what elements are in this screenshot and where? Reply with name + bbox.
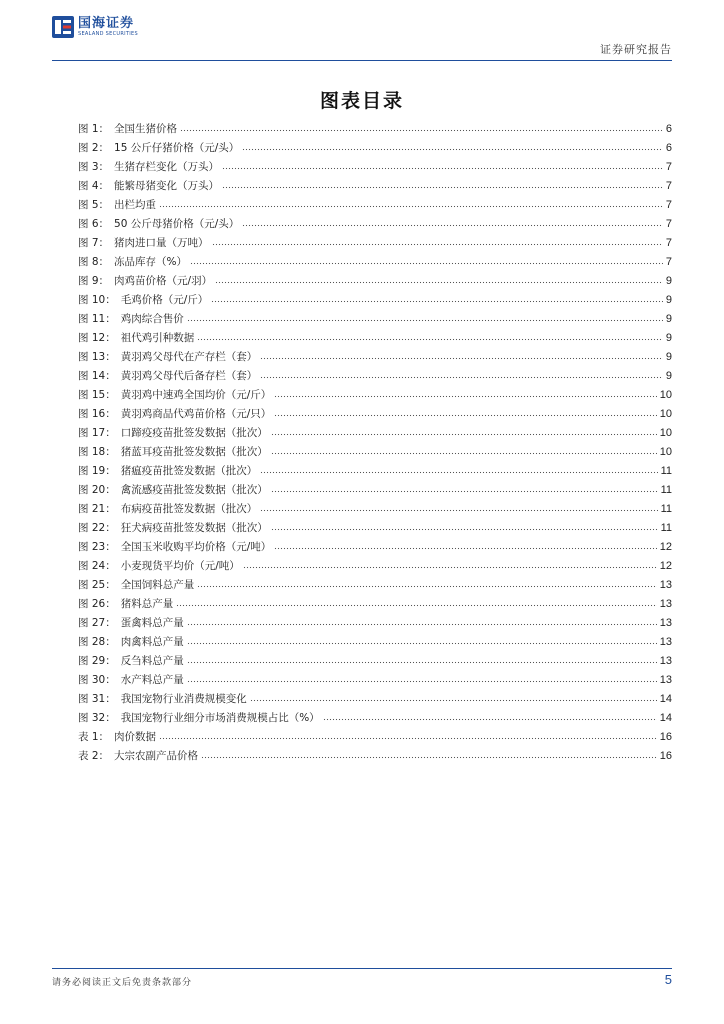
toc-entry-label: 图 23： <box>78 541 116 553</box>
toc-entry-label: 图 15： <box>78 389 116 401</box>
toc-entry-page: 9 <box>665 275 672 287</box>
toc-dot-leader <box>243 561 657 569</box>
toc-entry-label: 图 32： <box>78 712 116 724</box>
toc-entry-title: 水产料总产量 <box>120 674 184 686</box>
toc-dot-leader <box>190 257 663 265</box>
toc-entry-title: 黄羽鸡商品代鸡苗价格（元/只） <box>120 408 272 420</box>
toc-entry[interactable] <box>78 311 672 330</box>
toc-entry-page: 7 <box>665 180 672 192</box>
toc-entry-label: 图 25： <box>78 579 116 591</box>
report-type: 证券研究报告 <box>600 43 672 56</box>
toc-entry-page: 7 <box>665 237 672 249</box>
toc-entry-title: 全国玉米收购平均价格（元/吨） <box>120 541 272 553</box>
toc-entry-label: 图 29： <box>78 655 116 667</box>
toc-entry[interactable] <box>78 216 672 235</box>
company-logo <box>52 16 138 38</box>
toc-entry[interactable] <box>78 710 672 729</box>
toc-entry-title: 15 公斤仔猪价格（元/头） <box>114 142 240 154</box>
toc-dot-leader <box>271 428 657 436</box>
toc-entry-title: 祖代鸡引种数据 <box>120 332 195 344</box>
toc-entry-title: 生猪存栏变化（万头） <box>114 161 220 173</box>
toc-dot-leader <box>187 618 657 626</box>
toc-entry-title: 猪瘟疫苗批签发数据（批次） <box>120 465 258 477</box>
toc-entry-page: 13 <box>659 598 672 610</box>
toc-entry[interactable] <box>78 520 672 539</box>
toc-entry-page: 10 <box>659 408 672 420</box>
toc-entry[interactable] <box>78 653 672 672</box>
header-divider <box>52 60 672 61</box>
toc-dot-leader <box>274 409 657 417</box>
toc-entry-page: 16 <box>659 750 672 762</box>
toc-entry-page: 16 <box>659 731 672 743</box>
toc-entry[interactable] <box>78 292 672 311</box>
toc-dot-leader <box>159 200 663 208</box>
toc-dot-leader <box>187 637 657 645</box>
toc-entry-title: 口蹄疫疫苗批签发数据（批次） <box>120 427 268 439</box>
toc-dot-leader <box>274 542 657 550</box>
logo-name: 国海证券 <box>78 16 135 31</box>
toc-entry[interactable] <box>78 691 672 710</box>
toc-entry-label: 图 22： <box>78 522 116 534</box>
toc-entry-label: 图 2： <box>78 142 110 154</box>
toc-dot-leader <box>180 124 663 132</box>
toc-dot-leader <box>271 485 658 493</box>
page-number: 5 <box>664 972 672 987</box>
toc-entry-label: 图 21： <box>78 503 116 515</box>
toc-entry[interactable] <box>78 444 672 463</box>
toc-dot-leader <box>187 314 663 322</box>
toc-entry[interactable] <box>78 406 672 425</box>
toc-entry-title: 鸡肉综合售价 <box>120 313 184 325</box>
toc-entry[interactable] <box>78 482 672 501</box>
toc-entry-title: 蛋禽料总产量 <box>120 617 184 629</box>
toc-entry-label: 表 2： <box>78 750 110 762</box>
toc-entry-label: 图 8： <box>78 256 110 268</box>
toc-dot-leader <box>260 352 663 360</box>
toc-entry-title: 全国饲料总产量 <box>120 579 195 591</box>
toc-entry-label: 图 24： <box>78 560 116 572</box>
table-of-figures <box>78 121 672 767</box>
toc-entry-page: 14 <box>659 693 672 705</box>
toc-entry-title: 黄羽鸡父母代在产存栏（套） <box>120 351 258 363</box>
toc-entry-label: 图 19： <box>78 465 116 477</box>
toc-entry[interactable] <box>78 615 672 634</box>
toc-entry-title: 50 公斤母猪价格（元/头） <box>114 218 240 230</box>
toc-entry[interactable] <box>78 254 672 273</box>
toc-entry[interactable] <box>78 539 672 558</box>
toc-entry[interactable] <box>78 349 672 368</box>
toc-entry-page: 13 <box>659 655 672 667</box>
toc-entry[interactable] <box>78 140 672 159</box>
toc-entry-label: 图 26： <box>78 598 116 610</box>
toc-entry-page: 9 <box>665 294 672 306</box>
toc-entry-title: 出栏均重 <box>114 199 157 211</box>
toc-entry-label: 图 10： <box>78 294 116 306</box>
toc-entry-title: 冻品库存（%） <box>114 256 188 268</box>
toc-dot-leader <box>176 599 657 607</box>
toc-entry-label: 图 12： <box>78 332 116 344</box>
toc-dot-leader <box>271 447 657 455</box>
toc-entry-label: 图 31： <box>78 693 116 705</box>
toc-entry-title: 禽流感疫苗批签发数据（批次） <box>120 484 268 496</box>
toc-entry[interactable] <box>78 330 672 349</box>
toc-dot-leader <box>201 751 657 759</box>
toc-entry-label: 图 14： <box>78 370 116 382</box>
toc-entry-title: 能繁母猪变化（万头） <box>114 180 220 192</box>
toc-dot-leader <box>215 276 663 284</box>
toc-entry[interactable] <box>78 121 672 140</box>
toc-entry-label: 图 16： <box>78 408 116 420</box>
toc-entry[interactable] <box>78 197 672 216</box>
toc-entry-title: 猪料总产量 <box>120 598 174 610</box>
toc-dot-leader <box>222 162 663 170</box>
toc-entry[interactable] <box>78 368 672 387</box>
toc-entry[interactable] <box>78 235 672 254</box>
toc-entry-page: 11 <box>660 503 672 515</box>
toc-entry-page: 13 <box>659 617 672 629</box>
toc-entry-page: 6 <box>665 142 672 154</box>
toc-entry[interactable] <box>78 159 672 178</box>
toc-entry-title: 肉禽料总产量 <box>120 636 184 648</box>
toc-entry-page: 11 <box>660 465 672 477</box>
toc-dot-leader <box>274 390 657 398</box>
toc-dot-leader <box>242 219 663 227</box>
toc-entry-page: 9 <box>665 351 672 363</box>
toc-entry-title: 肉价数据 <box>114 731 157 743</box>
toc-entry[interactable] <box>78 273 672 292</box>
toc-entry-page: 7 <box>665 218 672 230</box>
toc-entry[interactable] <box>78 558 672 577</box>
toc-entry-label: 图 11： <box>78 313 116 325</box>
toc-entry-page: 9 <box>665 370 672 382</box>
footer-disclaimer: 请务必阅读正文后免责条款部分 <box>52 978 193 988</box>
toc-entry-page: 12 <box>659 541 672 553</box>
toc-entry-title: 我国宠物行业细分市场消费规模占比（%） <box>120 712 320 724</box>
logo-english-name: SEALAND SECURITIES <box>78 31 138 37</box>
toc-entry[interactable] <box>78 387 672 406</box>
toc-entry-label: 图 20： <box>78 484 116 496</box>
toc-entry-title: 布病疫苗批签发数据（批次） <box>120 503 258 515</box>
toc-entry-title: 大宗农副产品价格 <box>114 750 199 762</box>
logo-mark-icon <box>52 16 74 38</box>
toc-entry-page: 10 <box>659 389 672 401</box>
toc-entry-page: 13 <box>659 579 672 591</box>
toc-dot-leader <box>271 523 658 531</box>
toc-entry-title: 黄羽鸡父母代后备存栏（套） <box>120 370 258 382</box>
toc-entry-label: 图 3： <box>78 161 110 173</box>
toc-entry-page: 12 <box>659 560 672 572</box>
toc-entry-title: 小麦现货平均价（元/吨） <box>120 560 240 572</box>
toc-entry-title: 狂犬病疫苗批签发数据（批次） <box>120 522 268 534</box>
toc-dot-leader <box>242 143 663 151</box>
toc-entry-page: 9 <box>665 332 672 344</box>
toc-entry[interactable] <box>78 634 672 653</box>
toc-dot-leader <box>222 181 663 189</box>
toc-entry-page: 9 <box>665 313 672 325</box>
toc-entry-title: 猪肉进口量（万吨） <box>114 237 209 249</box>
toc-entry-label: 图 1： <box>78 123 110 135</box>
toc-dot-leader <box>211 295 663 303</box>
toc-entry-label: 图 28： <box>78 636 116 648</box>
toc-entry[interactable] <box>78 729 672 748</box>
toc-dot-leader <box>197 580 657 588</box>
toc-entry-title: 反刍料总产量 <box>120 655 184 667</box>
toc-entry-label: 图 30： <box>78 674 116 686</box>
toc-entry-title: 肉鸡苗价格（元/羽） <box>114 275 213 287</box>
toc-entry-title: 我国宠物行业消费规模变化 <box>120 693 247 705</box>
toc-entry-title: 毛鸡价格（元/斤） <box>120 294 209 306</box>
toc-entry-label: 图 9： <box>78 275 110 287</box>
toc-entry-label: 图 17： <box>78 427 116 439</box>
toc-entry-label: 图 7： <box>78 237 110 249</box>
toc-entry[interactable] <box>78 672 672 691</box>
page-header <box>52 14 672 58</box>
toc-entry[interactable] <box>78 577 672 596</box>
toc-dot-leader <box>197 333 663 341</box>
toc-dot-leader <box>159 732 657 740</box>
toc-entry-title: 猪蓝耳疫苗批签发数据（批次） <box>120 446 268 458</box>
toc-entry[interactable] <box>78 178 672 197</box>
toc-dot-leader <box>260 371 663 379</box>
toc-dot-leader <box>187 675 657 683</box>
toc-entry-label: 图 18： <box>78 446 116 458</box>
toc-entry-label: 图 27： <box>78 617 116 629</box>
toc-entry-page: 7 <box>665 199 672 211</box>
toc-dot-leader <box>260 466 657 474</box>
toc-entry-page: 6 <box>665 123 672 135</box>
toc-entry-page: 10 <box>659 427 672 439</box>
toc-entry[interactable] <box>78 425 672 444</box>
toc-entry[interactable] <box>78 748 672 767</box>
page-title: 图表目录 <box>319 90 404 112</box>
toc-entry-page: 11 <box>660 484 672 496</box>
toc-dot-leader <box>260 504 657 512</box>
toc-entry[interactable] <box>78 463 672 482</box>
toc-entry[interactable] <box>78 501 672 520</box>
toc-entry[interactable] <box>78 596 672 615</box>
toc-entry-label: 表 1： <box>78 731 110 743</box>
toc-entry-title: 全国生猪价格 <box>114 123 178 135</box>
toc-entry-page: 7 <box>665 256 672 268</box>
toc-entry-page: 14 <box>659 712 672 724</box>
toc-entry-page: 7 <box>665 161 672 173</box>
toc-entry-label: 图 5： <box>78 199 110 211</box>
toc-dot-leader <box>187 656 657 664</box>
toc-entry-label: 图 4： <box>78 180 110 192</box>
toc-entry-page: 11 <box>660 522 672 534</box>
toc-entry-label: 图 6： <box>78 218 110 230</box>
toc-entry-page: 13 <box>659 674 672 686</box>
toc-dot-leader <box>212 238 663 246</box>
toc-entry-page: 10 <box>659 446 672 458</box>
toc-dot-leader <box>323 713 657 721</box>
toc-entry-title: 黄羽鸡中速鸡全国均价（元/斤） <box>120 389 272 401</box>
footer-divider <box>52 968 672 969</box>
toc-dot-leader <box>250 694 657 702</box>
toc-entry-page: 13 <box>659 636 672 648</box>
toc-entry-label: 图 13： <box>78 351 116 363</box>
